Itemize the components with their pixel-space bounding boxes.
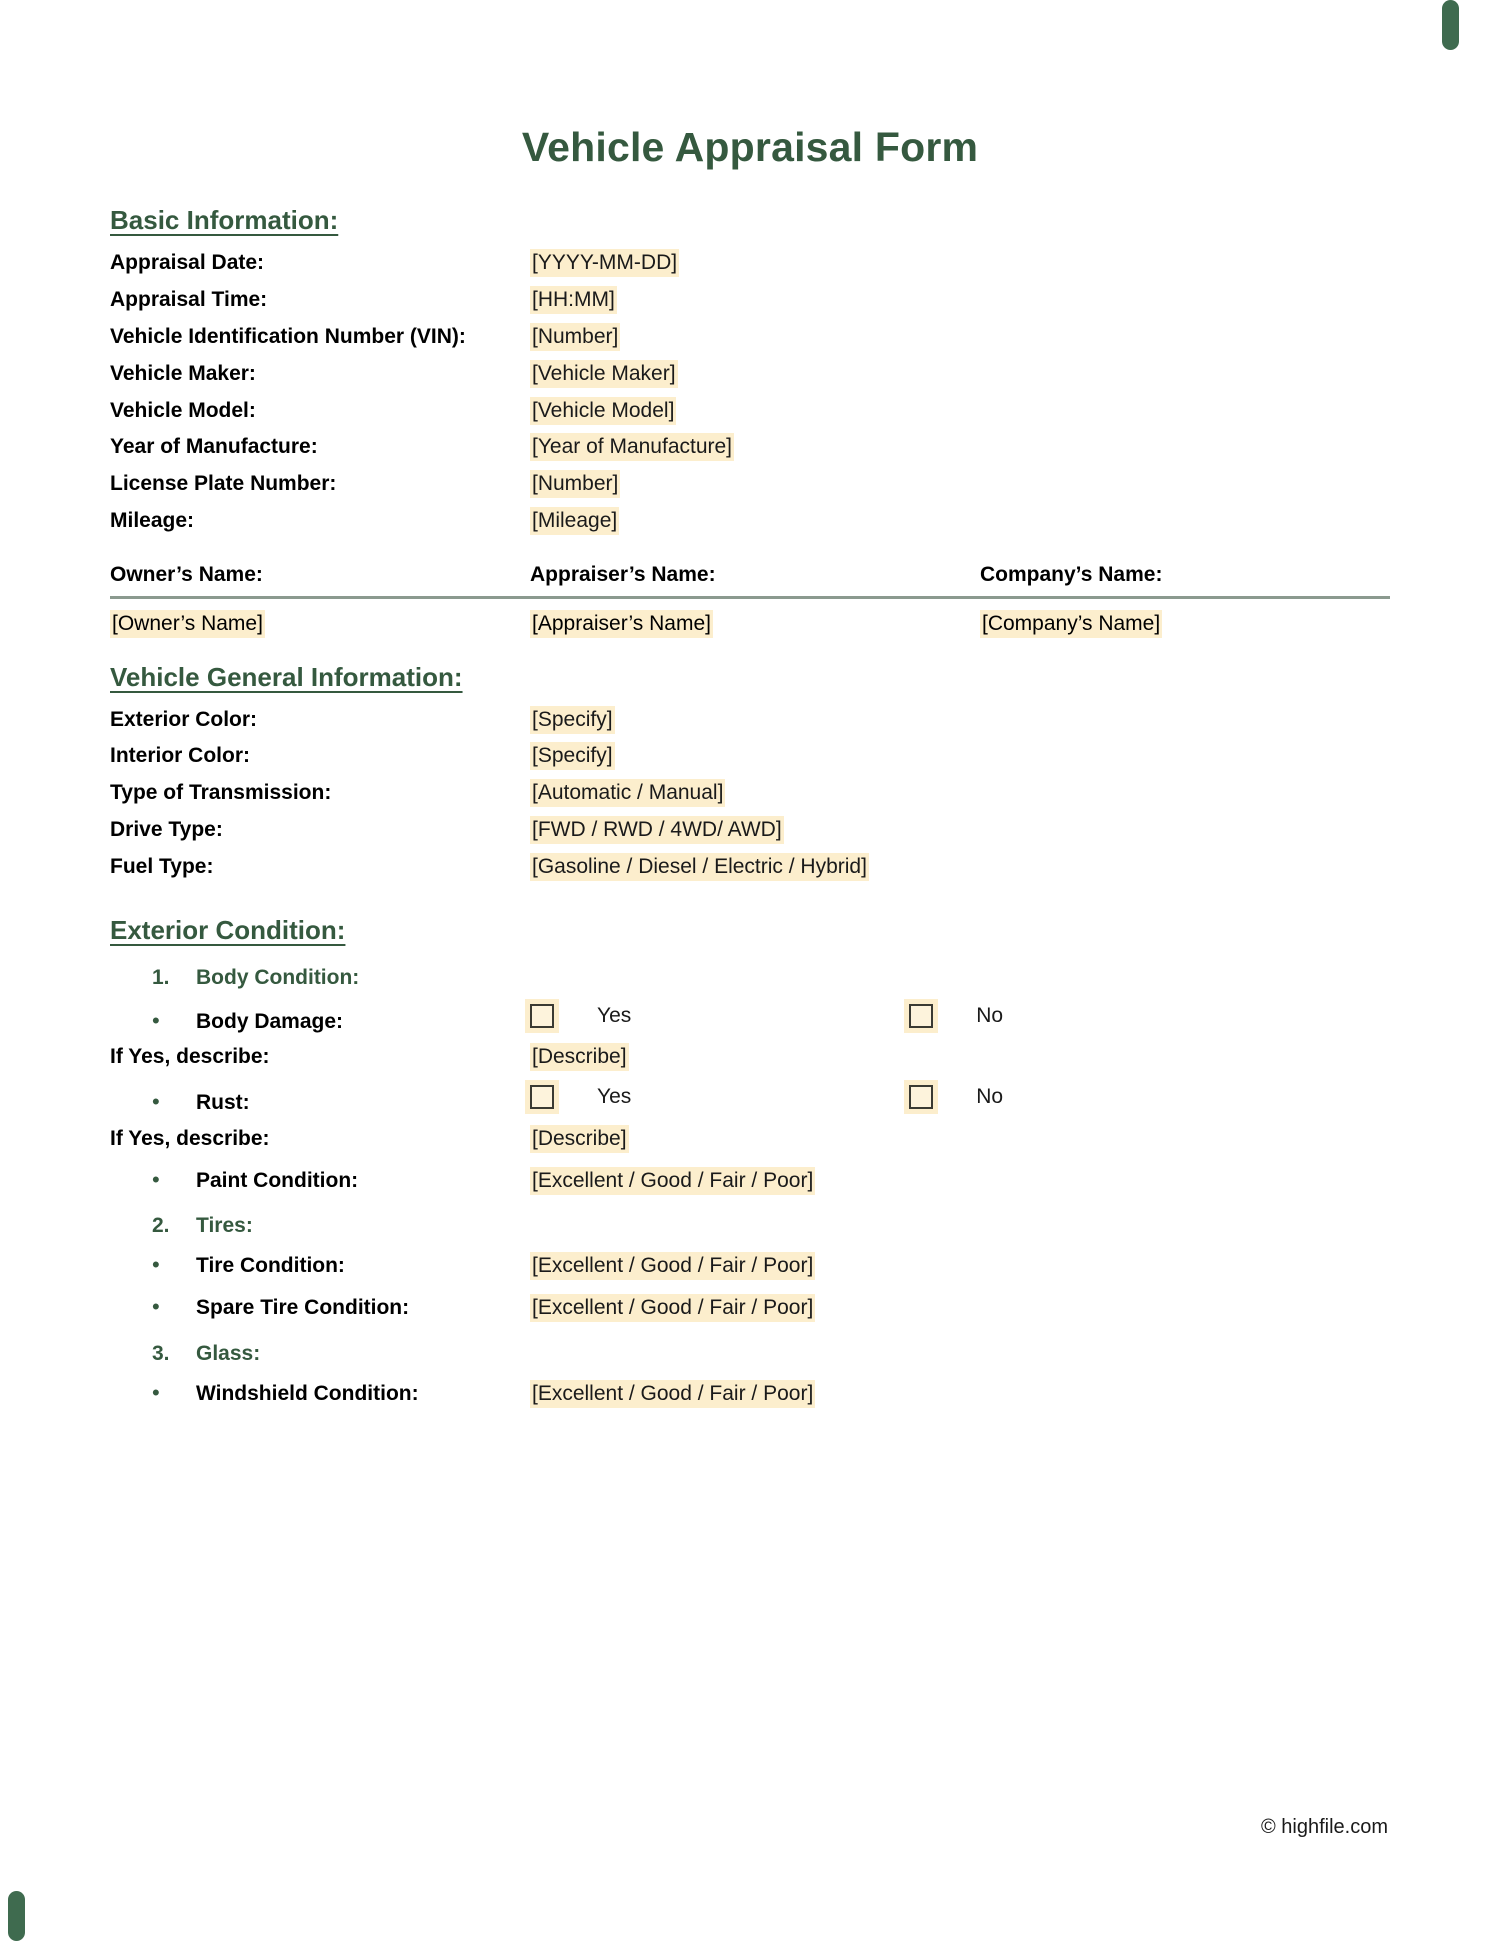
field-value[interactable]: [Vehicle Maker] bbox=[530, 361, 678, 388]
field-label: Appraisal Date: bbox=[110, 251, 265, 274]
section-heading-basic-information: Basic Information: bbox=[110, 205, 339, 235]
field-label: Paint Condition: bbox=[196, 1168, 359, 1192]
field-label: Body Damage: bbox=[196, 1009, 344, 1033]
list-item-glass bbox=[110, 1342, 1390, 1366]
field-interior-color bbox=[110, 743, 1390, 770]
field-label: Interior Color: bbox=[110, 744, 250, 768]
bullet-icon: • bbox=[152, 1380, 160, 1406]
checkbox-icon[interactable] bbox=[909, 1085, 933, 1109]
field-label: Drive Type: bbox=[110, 818, 223, 842]
appraiser-name-header: Appraiser’s Name: bbox=[530, 563, 716, 586]
field-vehicle-model bbox=[110, 398, 1390, 425]
option-label: No bbox=[976, 1003, 1004, 1027]
names-header-row bbox=[110, 561, 1390, 588]
field-value[interactable]: [Specify] bbox=[530, 707, 615, 734]
field-appraisal-time bbox=[110, 287, 1390, 314]
field-appraisal-date bbox=[110, 250, 1390, 277]
footer-copyright: © highfile.com bbox=[1260, 1816, 1388, 1838]
list-number: 3. bbox=[152, 1342, 170, 1366]
field-value[interactable]: [FWD / RWD / 4WD/ AWD] bbox=[530, 817, 784, 844]
field-rust-describe bbox=[110, 1126, 1390, 1153]
list-item-tires bbox=[110, 1214, 1390, 1238]
list-item-body-condition bbox=[110, 966, 1390, 990]
option-label: No bbox=[976, 1085, 1004, 1109]
rust-yes-option[interactable] bbox=[530, 1085, 631, 1109]
yes-no-group bbox=[530, 1085, 1390, 1109]
bullet-icon: • bbox=[152, 1166, 160, 1192]
field-label: Spare Tire Condition: bbox=[196, 1296, 410, 1320]
field-label: If Yes, describe: bbox=[110, 1126, 270, 1150]
checkbox-icon[interactable] bbox=[909, 1004, 933, 1028]
field-label: Fuel Type: bbox=[110, 855, 214, 879]
field-value[interactable]: [YYYY-MM-DD] bbox=[530, 250, 679, 277]
company-name-value[interactable]: [Company’s Name] bbox=[950, 610, 1360, 637]
field-value[interactable]: [Number] bbox=[530, 471, 620, 498]
bullet-icon: • bbox=[152, 1089, 160, 1115]
list-title: Tires: bbox=[196, 1214, 253, 1238]
field-license-plate-number bbox=[110, 471, 1390, 498]
names-table-divider bbox=[110, 596, 1390, 599]
field-value[interactable]: [Year of Manufacture] bbox=[530, 434, 734, 461]
field-label: Vehicle Maker: bbox=[110, 361, 256, 385]
decorative-corner-pill-top-right bbox=[1442, 0, 1459, 50]
names-value-row bbox=[110, 610, 1390, 637]
field-year-of-manufacture bbox=[110, 434, 1390, 461]
option-label: Yes bbox=[597, 1085, 632, 1109]
list-number: 1. bbox=[152, 965, 170, 989]
field-body-damage-describe bbox=[110, 1044, 1390, 1071]
page-title: Vehicle Appraisal Form bbox=[521, 124, 979, 170]
field-label: Tire Condition: bbox=[196, 1254, 345, 1278]
field-tire-condition bbox=[110, 1252, 1390, 1280]
section-exterior-condition bbox=[110, 915, 1390, 946]
field-body-damage bbox=[110, 1004, 1390, 1034]
owner-name-value[interactable]: [Owner’s Name] bbox=[110, 610, 530, 637]
field-value[interactable]: [Gasoline / Diesel / Electric / Hybrid] bbox=[530, 854, 869, 881]
field-windshield-condition bbox=[110, 1380, 1390, 1408]
company-name-header: Company’s Name: bbox=[980, 563, 1163, 586]
field-label: Rust: bbox=[196, 1091, 250, 1115]
option-label: Yes bbox=[597, 1003, 632, 1027]
document-page bbox=[110, 0, 1390, 1941]
owner-name-header: Owner’s Name: bbox=[110, 563, 263, 586]
field-label: Type of Transmission: bbox=[110, 781, 332, 805]
field-label: Year of Manufacture: bbox=[110, 435, 318, 459]
field-mileage bbox=[110, 508, 1390, 535]
field-value[interactable]: [Describe] bbox=[530, 1126, 629, 1153]
field-drive-type bbox=[110, 817, 1390, 844]
body-damage-yes-option[interactable] bbox=[530, 1004, 631, 1028]
bullet-icon: • bbox=[152, 1007, 160, 1033]
field-value[interactable]: [Excellent / Good / Fair / Poor] bbox=[530, 1253, 815, 1280]
field-label: License Plate Number: bbox=[110, 472, 337, 496]
field-value[interactable]: [Mileage] bbox=[530, 508, 619, 535]
field-value[interactable]: [Describe] bbox=[530, 1044, 629, 1071]
field-value[interactable]: [Excellent / Good / Fair / Poor] bbox=[530, 1381, 815, 1408]
field-value[interactable]: [Excellent / Good / Fair / Poor] bbox=[530, 1168, 815, 1195]
field-label: Vehicle Model: bbox=[110, 398, 256, 422]
checkbox-icon[interactable] bbox=[530, 1004, 554, 1028]
names-table bbox=[110, 561, 1390, 638]
field-label: If Yes, describe: bbox=[110, 1045, 270, 1069]
field-value[interactable]: [Automatic / Manual] bbox=[530, 780, 725, 807]
field-type-of-transmission bbox=[110, 780, 1390, 807]
field-label: Windshield Condition: bbox=[196, 1382, 419, 1406]
list-number: 2. bbox=[152, 1214, 170, 1238]
list-title: Glass: bbox=[196, 1342, 261, 1366]
field-vehicle-maker bbox=[110, 361, 1390, 388]
checkbox-icon[interactable] bbox=[530, 1085, 554, 1109]
section-vehicle-general-information bbox=[110, 662, 1390, 693]
field-vin bbox=[110, 324, 1390, 351]
body-damage-no-option[interactable] bbox=[909, 1004, 1003, 1028]
field-paint-condition bbox=[110, 1167, 1390, 1195]
section-basic-information bbox=[110, 205, 1390, 236]
field-fuel-type bbox=[110, 854, 1390, 881]
list-title: Body Condition: bbox=[196, 965, 360, 989]
field-value[interactable]: [Number] bbox=[530, 324, 620, 351]
decorative-corner-pill-bottom-left bbox=[8, 1891, 25, 1941]
field-label: Vehicle Identification Number (VIN): bbox=[110, 324, 466, 348]
appraiser-name-value[interactable]: [Appraiser’s Name] bbox=[530, 610, 950, 637]
field-label: Exterior Color: bbox=[110, 707, 258, 731]
field-exterior-color bbox=[110, 707, 1390, 734]
rust-no-option[interactable] bbox=[909, 1085, 1003, 1109]
bullet-icon: • bbox=[152, 1252, 160, 1278]
field-value[interactable]: [Specify] bbox=[530, 743, 615, 770]
yes-no-group bbox=[530, 1004, 1390, 1028]
field-spare-tire-condition bbox=[110, 1294, 1390, 1322]
field-rust bbox=[110, 1085, 1390, 1115]
bullet-icon: • bbox=[152, 1294, 160, 1320]
section-heading-exterior-condition: Exterior Condition: bbox=[110, 914, 346, 945]
field-label: Mileage: bbox=[110, 509, 195, 533]
field-value[interactable]: [Vehicle Model] bbox=[530, 398, 676, 425]
section-heading-vehicle-general-information: Vehicle General Information: bbox=[110, 661, 463, 692]
field-value[interactable]: [Excellent / Good / Fair / Poor] bbox=[530, 1295, 815, 1322]
field-label: Appraisal Time: bbox=[110, 287, 268, 311]
field-value[interactable]: [HH:MM] bbox=[530, 287, 617, 314]
